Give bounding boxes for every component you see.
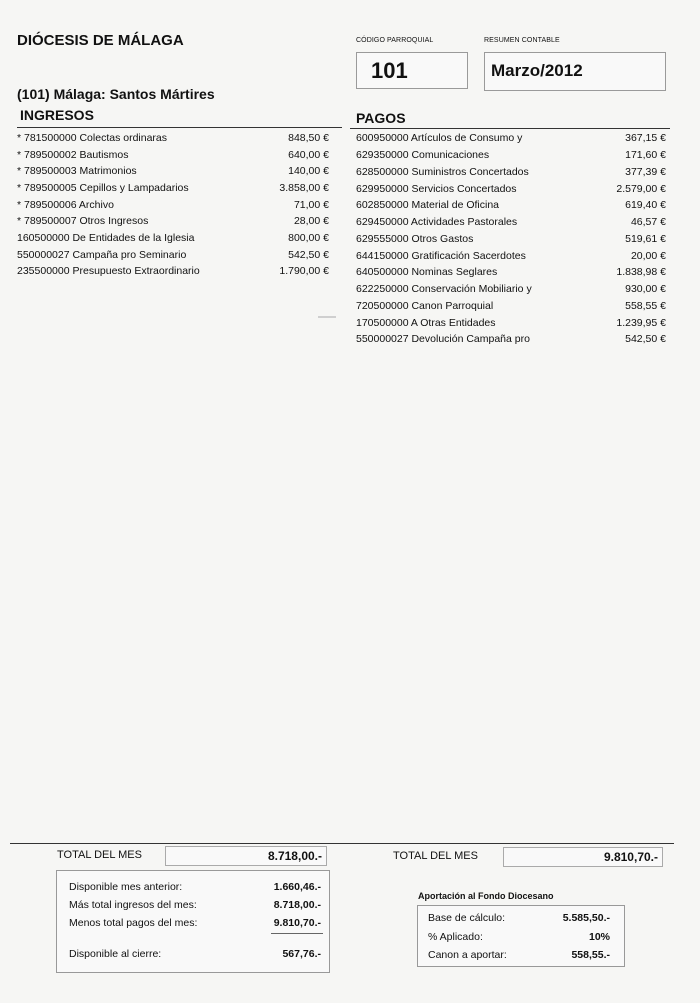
ingresos-total-box <box>165 846 327 866</box>
period-value: Marzo/2012 <box>491 61 583 80</box>
balance-plus-row: Más total ingresos del mes: 8.718,00.- <box>69 899 321 911</box>
pagos-total-label: TOTAL DEL MES <box>393 850 478 862</box>
list-item: 640500000 Nominas Seglares 1.838,98 € <box>356 266 666 278</box>
ingresos-heading: INGRESOS <box>20 107 94 123</box>
list-item: 622250000 Conservación Mobiliario y 930,00 € <box>356 283 666 295</box>
code-label: CÓDIGO PARROQUIAL <box>356 37 434 44</box>
totals-divider <box>10 843 674 844</box>
list-item: * 789500005 Cepillos y Lampadarios 3.858,00 € <box>17 182 329 194</box>
balance-minus-row: Menos total pagos del mes: 9.810,70.- <box>69 917 321 929</box>
parish-code-box <box>356 52 468 89</box>
diocese-title: DIÓCESIS DE MÁLAGA <box>17 32 184 49</box>
list-item: 170500000 A Otras Entidades 1.239,95 € <box>356 317 666 329</box>
list-item: * 789500002 Bautismos 640,00 € <box>17 149 329 161</box>
list-item: * 789500007 Otros Ingresos 28,00 € <box>17 215 329 227</box>
list-item: 235500000 Presupuesto Extraordinario 1.790,00 € <box>17 265 329 277</box>
period-box <box>484 52 666 91</box>
pagos-divider <box>350 128 670 129</box>
list-item: 600950000 Artículos de Consumo y 367,15 € <box>356 132 666 144</box>
balance-underline <box>271 933 323 934</box>
list-item: 629450000 Actividades Pastorales 46,57 € <box>356 216 666 228</box>
fondo-pct-row: % Aplicado: 10% <box>428 931 610 943</box>
balance-box <box>56 870 330 973</box>
summary-label: RESUMEN CONTABLE <box>484 37 560 44</box>
list-item: 160500000 De Entidades de la Iglesia 800,00 € <box>17 232 329 244</box>
list-item: * 789500003 Matrimonios 140,00 € <box>17 165 329 177</box>
ingresos-total-label: TOTAL DEL MES <box>57 849 142 861</box>
list-item: * 789500006 Archivo 71,00 € <box>17 199 329 211</box>
list-item: 629555000 Otros Gastos 519,61 € <box>356 233 666 245</box>
balance-prev-row: Disponible mes anterior: 1.660,46.- <box>69 881 321 893</box>
pagos-total-box <box>503 847 663 867</box>
ingresos-total-value: 8.718,00.- <box>267 849 322 863</box>
balance-close-row: Disponible al cierre: 567,76.- <box>69 948 321 960</box>
list-item: 602850000 Material de Oficina 619,40 € <box>356 199 666 211</box>
list-item: 629350000 Comunicaciones 171,60 € <box>356 149 666 161</box>
fondo-box <box>417 905 625 967</box>
fondo-canon-row: Canon a aportar: 558,55.- <box>428 949 610 961</box>
pagos-list <box>356 130 666 352</box>
pagos-heading: PAGOS <box>356 110 406 126</box>
list-item: 720500000 Canon Parroquial 558,55 € <box>356 300 666 312</box>
list-item: 629950000 Servicios Concertados 2.579,00 € <box>356 183 666 195</box>
scan-smudge <box>318 316 336 318</box>
parish-code: 101 <box>371 58 408 83</box>
parish-name: (101) Málaga: Santos Mártires <box>17 86 215 102</box>
fondo-base-row: Base de cálculo: 5.585,50.- <box>428 912 610 924</box>
list-item: * 781500000 Colectas ordinaras 848,50 € <box>17 132 329 144</box>
list-item: 644150000 Gratificación Sacerdotes 20,00 € <box>356 250 666 262</box>
ingresos-list <box>17 130 329 290</box>
list-item: 550000027 Devolución Campaña pro 542,50 € <box>356 333 666 345</box>
pagos-total-value: 9.810,70.- <box>603 850 658 864</box>
list-item: 550000027 Campaña pro Seminario 542,50 € <box>17 249 329 261</box>
fondo-title: Aportación al Fondo Diocesano <box>418 891 554 901</box>
ingresos-divider <box>17 127 342 128</box>
list-item: 628500000 Suministros Concertados 377,39 € <box>356 166 666 178</box>
